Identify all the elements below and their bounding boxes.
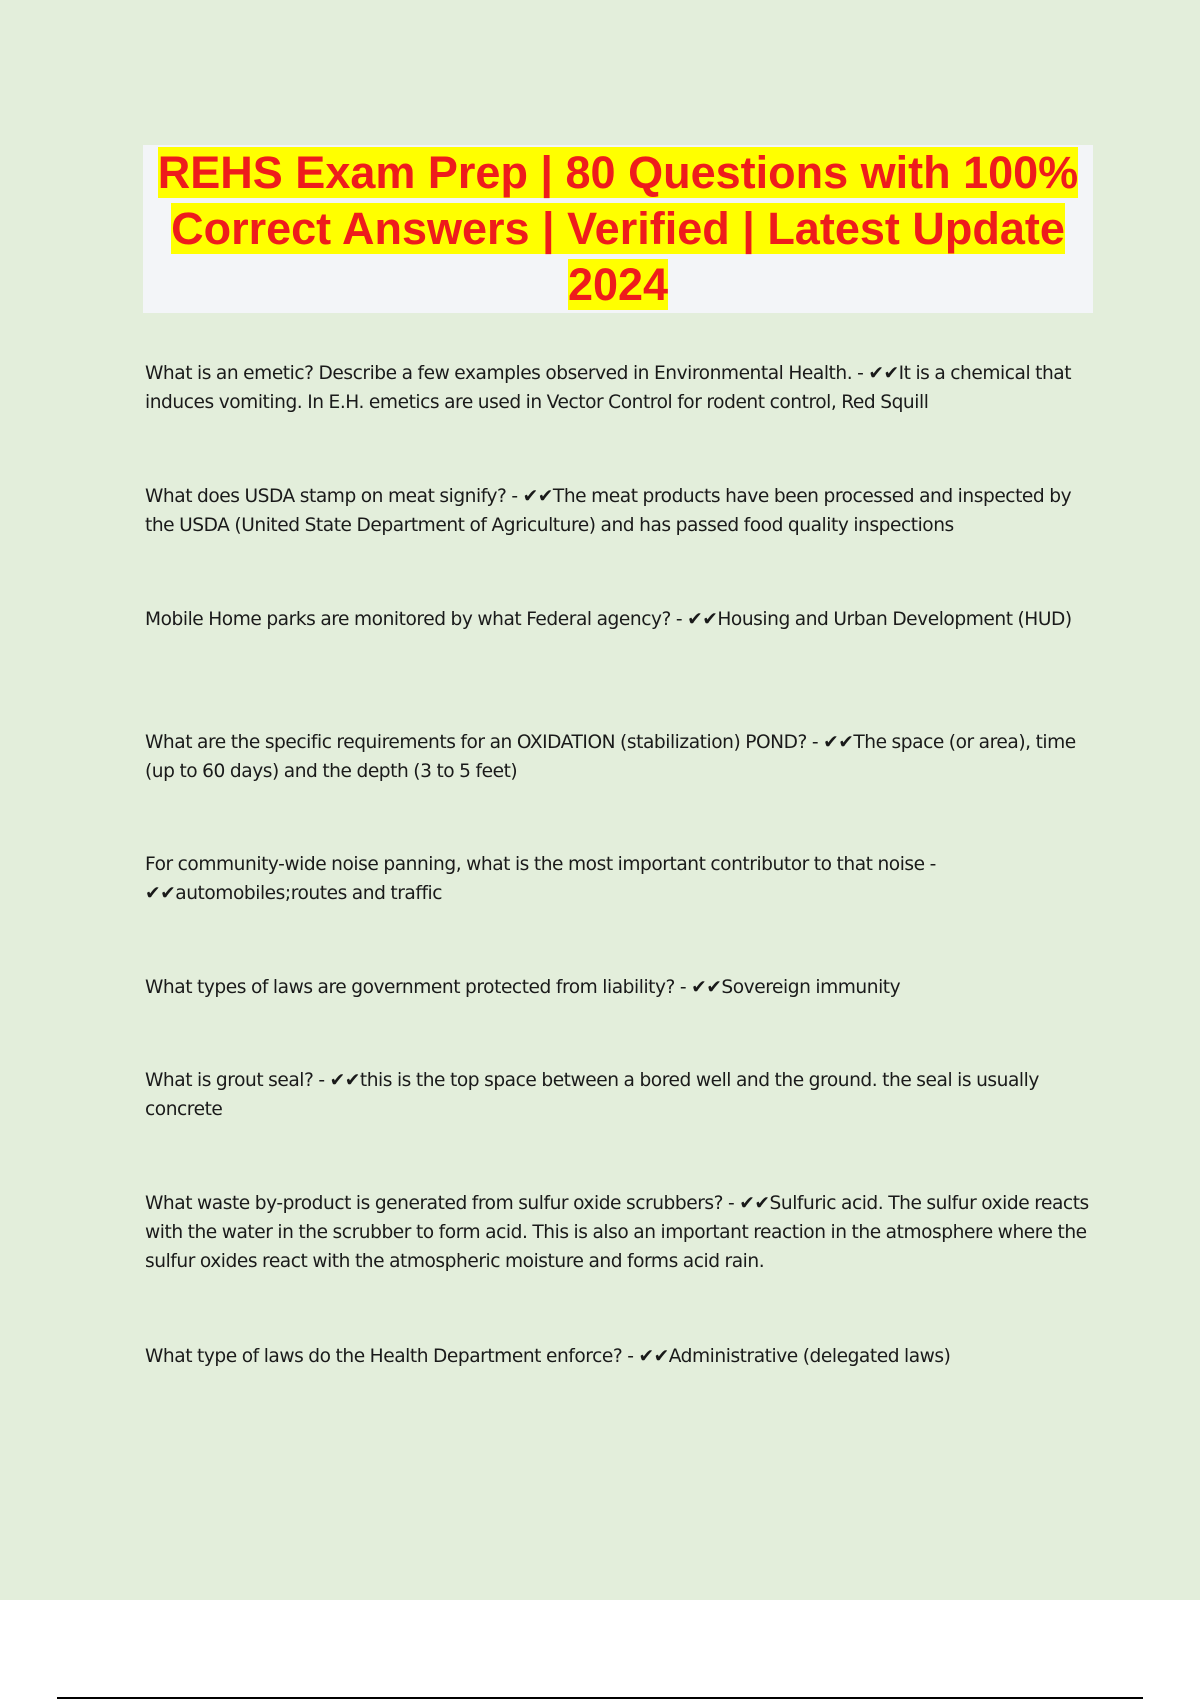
title-box — [143, 145, 1093, 313]
qa-item: What waste by-product is generated from sulfur oxide scrubbers? - ✔✔Sulfuric acid. The sulfur oxide reacts with the water in the scrubber to form acid. This is also an important reaction in the atmosphere where the sulfur oxides react with the atmospheric moisture and forms acid rain. — [145, 1193, 1089, 1272]
qa-item: Mobile Home parks are monitored by what Federal agency? - ✔✔Housing and Urban Development (HUD) — [145, 609, 1072, 630]
document-title: REHS Exam Prep | 80 Questions with 100% Correct Answers | Verified | Latest Update 2024 — [157, 147, 1079, 310]
qa-item: What is an emetic? Describe a few examples observed in Environmental Health. - ✔✔It is a chemical that induces vomiting. In E.H. emetics are used in Vector Control for rodent control, Red Squill — [145, 363, 1072, 413]
qa-item: What does USDA stamp on meat signify? - ✔✔The meat products have been processed and inspected by the USDA (United State Department of Agriculture) and has passed food quality inspections — [145, 486, 1072, 536]
qa-item: What is grout seal? - ✔✔this is the top space between a bored well and the ground. the seal is usually concrete — [145, 1070, 1039, 1120]
qa-item: What types of laws are government protected from liability? - ✔✔Sovereign immunity — [145, 977, 901, 998]
qa-item: What type of laws do the Health Department enforce? - ✔✔Administrative (delegated laws) — [145, 1346, 951, 1367]
qa-item: For community-wide noise panning, what is the most important contributor to that noise - ✔✔automobiles;routes and traffic — [145, 854, 936, 904]
qa-item: What are the specific requirements for an OXIDATION (stabilization) POND? - ✔✔The space (or area), time (up to 60 days) and the depth (3 to 5 feet) — [145, 732, 1076, 782]
footer-rule — [57, 1697, 1143, 1699]
